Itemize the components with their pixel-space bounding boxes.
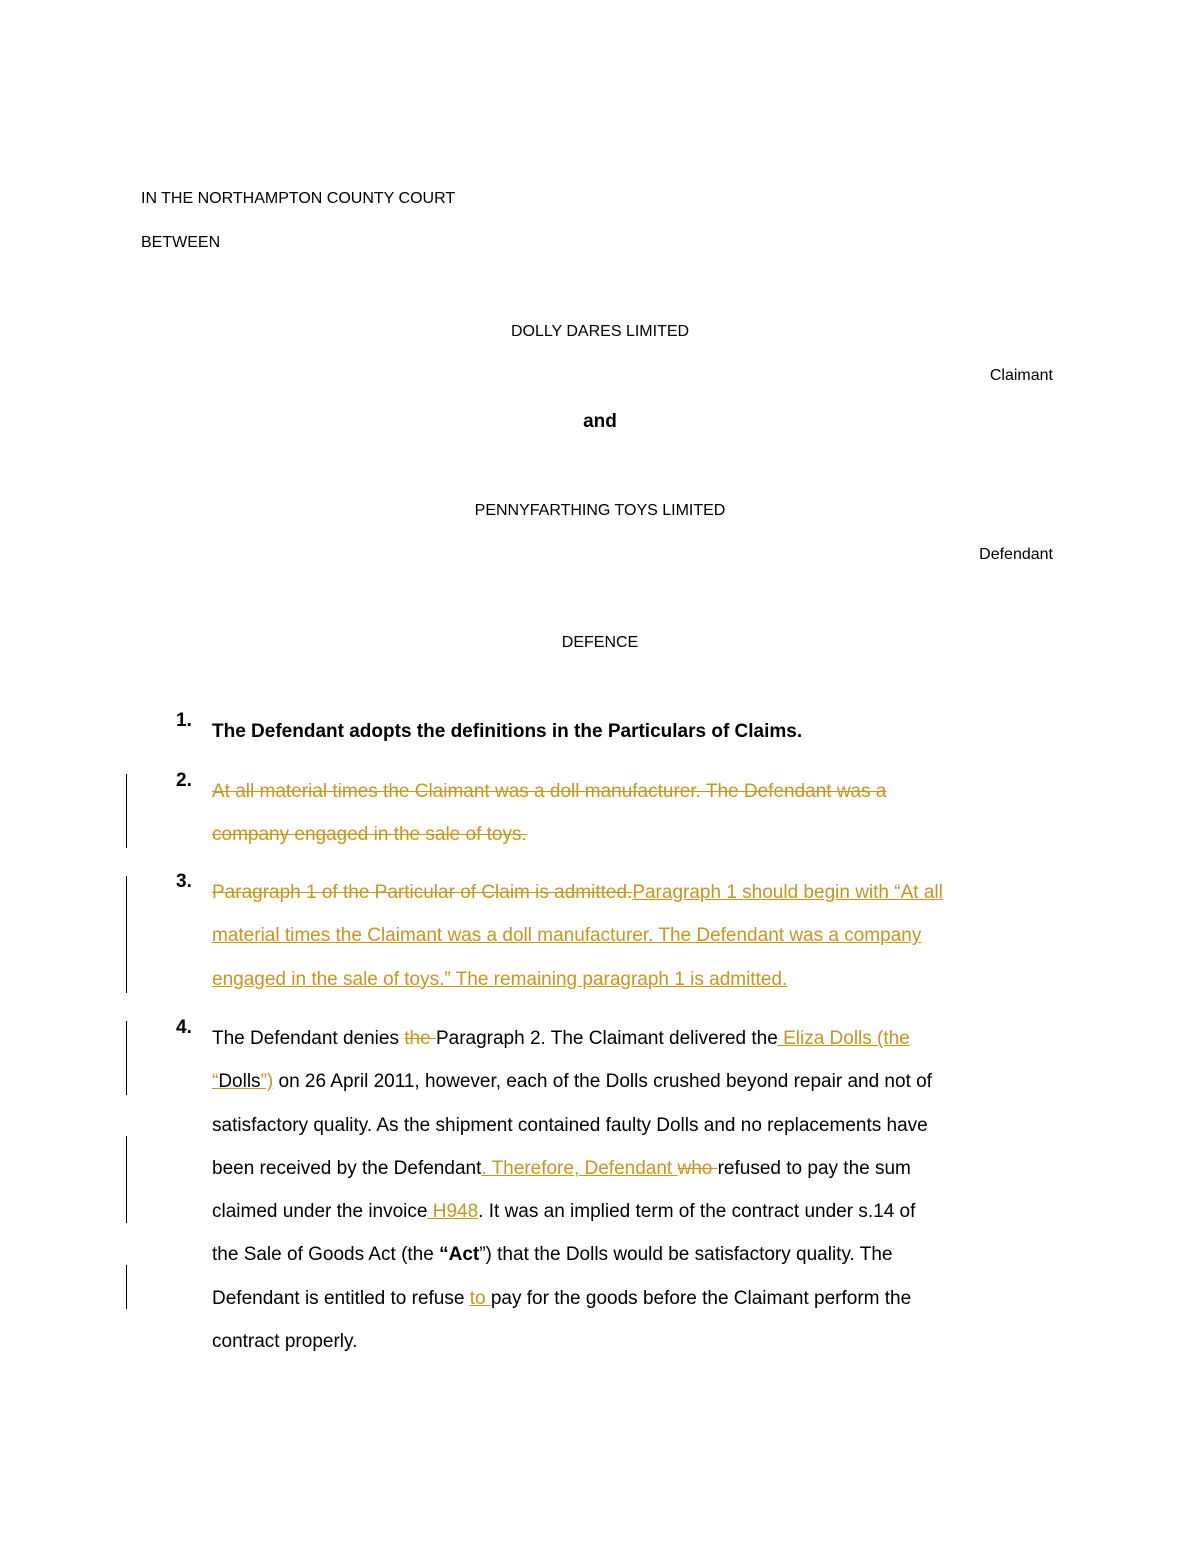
change-bar	[126, 774, 127, 848]
change-bar	[126, 1136, 127, 1223]
and-label: and	[583, 411, 617, 432]
change-bar	[126, 1021, 127, 1095]
paragraph-number: 1.	[176, 710, 192, 731]
deleted-text: Paragraph 1 of the Particular of Claim is admitted.	[212, 882, 633, 903]
inserted-text: . Therefore, Defendant	[481, 1157, 678, 1179]
text-run: Defendant is entitled to refuse	[212, 1287, 470, 1309]
deleted-text: who	[677, 1157, 718, 1179]
paragraph-number: 3.	[176, 871, 192, 892]
inserted-text: to	[469, 1287, 491, 1309]
text-run: refused to pay the sum	[717, 1157, 911, 1179]
paragraph-number: 4.	[176, 1017, 192, 1038]
text-run: Paragraph 2. The Claimant delivered the	[435, 1028, 778, 1049]
inserted-text: Eliza Dolls (the	[777, 1028, 910, 1049]
text-run: Dolls	[218, 1071, 261, 1093]
paragraph-line	[212, 1233, 1072, 1276]
court-heading: IN THE NORTHAMPTON COUNTY COURT	[141, 190, 456, 207]
defendant-role: Defendant	[979, 546, 1053, 563]
document-title: DEFENCE	[561, 634, 639, 651]
paragraph-line	[212, 1017, 1072, 1060]
text-run: on 26 April 2011, however, each of the Dolls crushed beyond repair and not of	[273, 1071, 932, 1093]
inserted-text: material times the Claimant was a doll manufacturer. The Defendant was a company	[212, 925, 922, 947]
paragraph-line	[212, 1060, 1072, 1103]
deleted-text: company engaged in the sale of toys.	[212, 824, 527, 846]
text-run: been received by the Defendant	[212, 1157, 482, 1179]
text-run: “Act	[439, 1244, 480, 1266]
inserted-text: “	[212, 1071, 219, 1093]
inserted-text: engaged in the sale of toys.” The remaining paragraph 1 is admitted.	[212, 968, 788, 990]
inserted-text: Paragraph 1 should begin with “At all	[632, 882, 943, 903]
text-run: ”) that the Dolls would be satisfactory quality. The	[479, 1244, 893, 1266]
defendant-name: PENNYFARTHING TOYS LIMITED	[474, 502, 726, 519]
text-run: pay for the goods before the Claimant perform the	[490, 1287, 912, 1309]
text-run: claimed under the invoice	[212, 1201, 428, 1223]
claimant-name: DOLLY DARES LIMITED	[510, 323, 690, 340]
text-run: the Sale of Goods Act (the	[212, 1244, 440, 1266]
paragraph-line	[212, 1147, 1072, 1190]
paragraph-line: contract properly.	[212, 1331, 358, 1353]
between-label: BETWEEN	[141, 234, 221, 251]
change-bar	[126, 876, 127, 993]
claimant-role: Claimant	[989, 367, 1053, 384]
inserted-text: ”)	[260, 1071, 274, 1093]
paragraph-line: satisfactory quality. As the shipment contained faulty Dolls and no replacements have	[212, 1114, 928, 1136]
text-run: . It was an implied term of the contract under s.14 of	[478, 1201, 916, 1223]
paragraph-line	[212, 1190, 1072, 1233]
paragraph-text: The Defendant adopts the definitions in the Particulars of Claims.	[212, 721, 803, 742]
paragraph-number: 2.	[176, 770, 192, 791]
change-bar	[126, 1265, 127, 1309]
inserted-text: H948	[427, 1201, 479, 1223]
deleted-text: At all material times the Claimant was a doll manufacturer. The Defendant was a	[212, 781, 887, 802]
text-run: The Defendant denies	[212, 1028, 405, 1049]
deleted-text: the	[404, 1028, 436, 1049]
paragraph-line	[212, 1277, 1072, 1320]
